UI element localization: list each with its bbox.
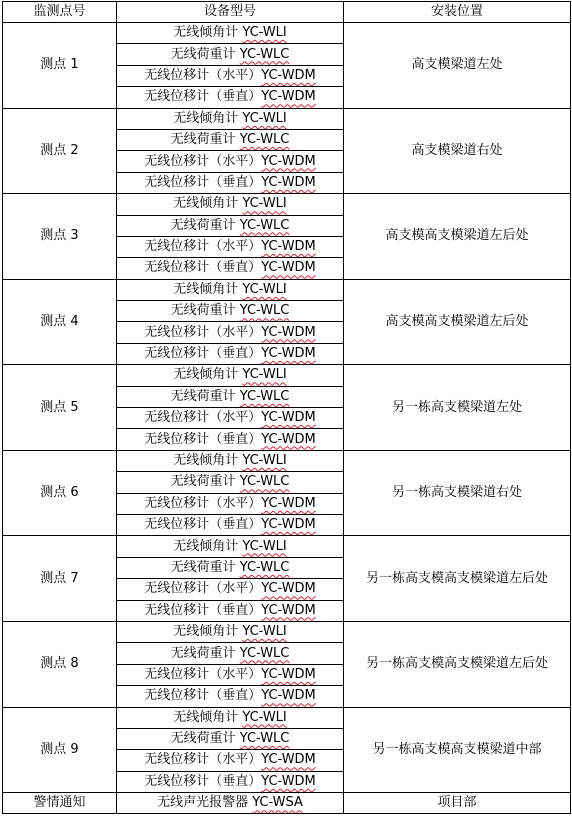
point-label: 测点 1	[3, 23, 117, 109]
device-model: YC-WLI	[242, 25, 287, 41]
device-model: YC-WLI	[242, 110, 287, 126]
device-model: YC-WDM	[261, 260, 316, 276]
device-name: 无线位移计（垂直）	[144, 174, 262, 190]
device-cell	[117, 728, 344, 749]
device-cell	[117, 151, 344, 172]
device-name: 无线倾角计	[173, 538, 243, 554]
table-row	[3, 194, 571, 215]
device-cell	[117, 600, 344, 621]
device-model: YC-WLC	[239, 645, 290, 661]
device-cell	[117, 557, 344, 578]
device-model: YC-WDM	[261, 174, 316, 190]
device-name: 无线荷重计	[170, 217, 240, 233]
device-model: YC-WDM	[261, 431, 316, 447]
device-cell	[117, 23, 344, 44]
device-model: YC-WLC	[239, 46, 290, 62]
header-install-location: 安装位置	[344, 2, 571, 23]
device-name: 无线位移计（水平）	[144, 67, 262, 83]
device-cell	[117, 386, 344, 407]
device-cell	[117, 493, 344, 514]
device-name: 无线荷重计	[170, 645, 240, 661]
device-name: 无线荷重计	[170, 559, 240, 575]
device-name: 无线位移计（垂直）	[144, 260, 262, 276]
device-model: YC-WDM	[261, 346, 316, 362]
device-cell	[117, 429, 344, 450]
device-name: 无线位移计（水平）	[144, 752, 262, 768]
header-device-model: 设备型号	[117, 2, 344, 23]
device-model: YC-WLI	[242, 196, 287, 212]
header-point-id: 监测点号	[3, 2, 117, 23]
device-model: YC-WDM	[261, 410, 316, 426]
table-body	[3, 2, 571, 814]
device-model: YC-WDM	[261, 153, 316, 169]
device-cell	[117, 771, 344, 792]
device-name: 无线位移计（垂直）	[144, 517, 262, 533]
device-name: 无线荷重计	[170, 388, 240, 404]
table-row	[3, 450, 571, 471]
install-location: 高支模梁道右处	[344, 108, 571, 194]
install-location: 另一栋高支模高支模梁道左后处	[344, 536, 571, 622]
table-row	[3, 621, 571, 642]
device-name: 无线位移计（垂直）	[144, 346, 262, 362]
device-cell	[117, 686, 344, 707]
point-label: 测点 4	[3, 279, 117, 365]
device-name: 无线位移计（水平）	[144, 495, 262, 511]
device-name: 无线位移计（水平）	[144, 153, 262, 169]
table-row	[3, 23, 571, 44]
header-row	[3, 2, 571, 23]
device-model: YC-WLI	[242, 453, 287, 468]
device-name: 无线倾角计	[173, 281, 243, 297]
point-label: 测点 7	[3, 536, 117, 622]
device-cell	[117, 365, 344, 386]
device-model: YC-WDM	[261, 581, 316, 597]
device-cell	[117, 215, 344, 236]
point-label: 测点 8	[3, 621, 117, 707]
point-label: 测点 5	[3, 365, 117, 451]
device-cell	[117, 450, 344, 471]
device-cell	[117, 322, 344, 343]
device-name: 无线荷重计	[170, 46, 240, 62]
install-location: 另一栋高支模高支模梁道中部	[344, 707, 571, 793]
alarm-row	[3, 793, 571, 814]
point-label: 测点 9	[3, 707, 117, 793]
device-cell	[117, 643, 344, 664]
table-row	[3, 536, 571, 557]
device-name: 无线倾角计	[173, 453, 243, 468]
device-model: YC-WDM	[261, 688, 316, 704]
device-cell	[117, 579, 344, 600]
device-name: 无线位移计（垂直）	[144, 431, 262, 447]
device-name: 无线荷重计	[170, 132, 240, 148]
alarm-device-name: 无线声光报警器	[157, 795, 253, 811]
install-location: 另一栋高支模梁道左处	[344, 365, 571, 451]
point-label: 测点 3	[3, 194, 117, 280]
device-cell	[117, 129, 344, 150]
device-model: YC-WDM	[261, 666, 316, 682]
point-label: 测点 2	[3, 108, 117, 194]
device-model: YC-WLC	[239, 474, 290, 490]
device-model: YC-WLI	[242, 281, 287, 297]
device-name: 无线倾角计	[173, 110, 243, 126]
device-name: 无线荷重计	[170, 474, 240, 490]
device-cell	[117, 258, 344, 279]
device-cell	[117, 536, 344, 557]
device-name: 无线荷重计	[170, 731, 240, 747]
device-name: 无线倾角计	[173, 196, 243, 212]
device-name: 无线倾角计	[173, 624, 243, 640]
device-name: 无线位移计（垂直）	[144, 773, 262, 789]
device-cell	[117, 65, 344, 86]
device-name: 无线荷重计	[170, 303, 240, 319]
device-cell	[117, 194, 344, 215]
device-cell	[117, 472, 344, 493]
device-model: YC-WDM	[261, 67, 316, 83]
alarm-device-model: YC-WSA	[252, 795, 303, 811]
install-location: 另一栋高支模梁道右处	[344, 450, 571, 536]
table-row	[3, 707, 571, 728]
device-model: YC-WDM	[261, 517, 316, 533]
device-model: YC-WLC	[239, 731, 290, 747]
device-name: 无线位移计（水平）	[144, 581, 262, 597]
table-row	[3, 365, 571, 386]
device-cell	[117, 343, 344, 364]
device-cell	[117, 750, 344, 771]
device-cell	[117, 514, 344, 535]
device-model: YC-WDM	[261, 89, 316, 105]
device-cell	[117, 236, 344, 257]
device-model: YC-WLC	[239, 132, 290, 148]
monitoring-table	[2, 1, 571, 814]
install-location: 另一栋高支模高支模梁道左后处	[344, 621, 571, 707]
device-cell	[117, 44, 344, 65]
device-name: 无线位移计（水平）	[144, 239, 262, 255]
device-cell	[117, 108, 344, 129]
device-cell	[117, 707, 344, 728]
install-location: 高支模梁道左处	[344, 23, 571, 109]
device-name: 无线位移计（垂直）	[144, 89, 262, 105]
device-model: YC-WDM	[261, 752, 316, 768]
device-cell	[117, 172, 344, 193]
device-cell	[117, 408, 344, 429]
device-model: YC-WLC	[239, 559, 290, 575]
alarm-location: 项目部	[344, 793, 571, 814]
device-name: 无线倾角计	[173, 25, 243, 41]
device-model: YC-WLI	[242, 367, 287, 383]
device-model: YC-WLC	[239, 303, 290, 319]
device-name: 无线位移计（水平）	[144, 410, 262, 426]
alarm-device-cell	[117, 793, 344, 814]
point-label: 测点 6	[3, 450, 117, 536]
device-model: YC-WLI	[242, 538, 287, 554]
device-name: 无线位移计（水平）	[144, 666, 262, 682]
device-model: YC-WLC	[239, 217, 290, 233]
device-model: YC-WLI	[242, 624, 287, 640]
device-cell	[117, 664, 344, 685]
device-name: 无线位移计（垂直）	[144, 602, 262, 618]
device-cell	[117, 301, 344, 322]
device-model: YC-WLI	[242, 709, 287, 725]
install-location: 高支模高支模梁道左后处	[344, 279, 571, 365]
alarm-label: 警情通知	[3, 793, 117, 814]
device-model: YC-WDM	[261, 324, 316, 340]
table-row	[3, 108, 571, 129]
device-model: YC-WLC	[239, 388, 290, 404]
device-model: YC-WDM	[261, 495, 316, 511]
device-name: 无线位移计（垂直）	[144, 688, 262, 704]
table-row	[3, 279, 571, 300]
device-cell	[117, 279, 344, 300]
device-cell	[117, 621, 344, 642]
device-name: 无线倾角计	[173, 367, 243, 383]
device-cell	[117, 87, 344, 108]
install-location: 高支模高支模梁道左后处	[344, 194, 571, 280]
device-name: 无线倾角计	[173, 709, 243, 725]
device-name: 无线位移计（水平）	[144, 324, 262, 340]
device-model: YC-WDM	[261, 602, 316, 618]
device-model: YC-WDM	[261, 239, 316, 255]
device-model: YC-WDM	[261, 773, 316, 789]
